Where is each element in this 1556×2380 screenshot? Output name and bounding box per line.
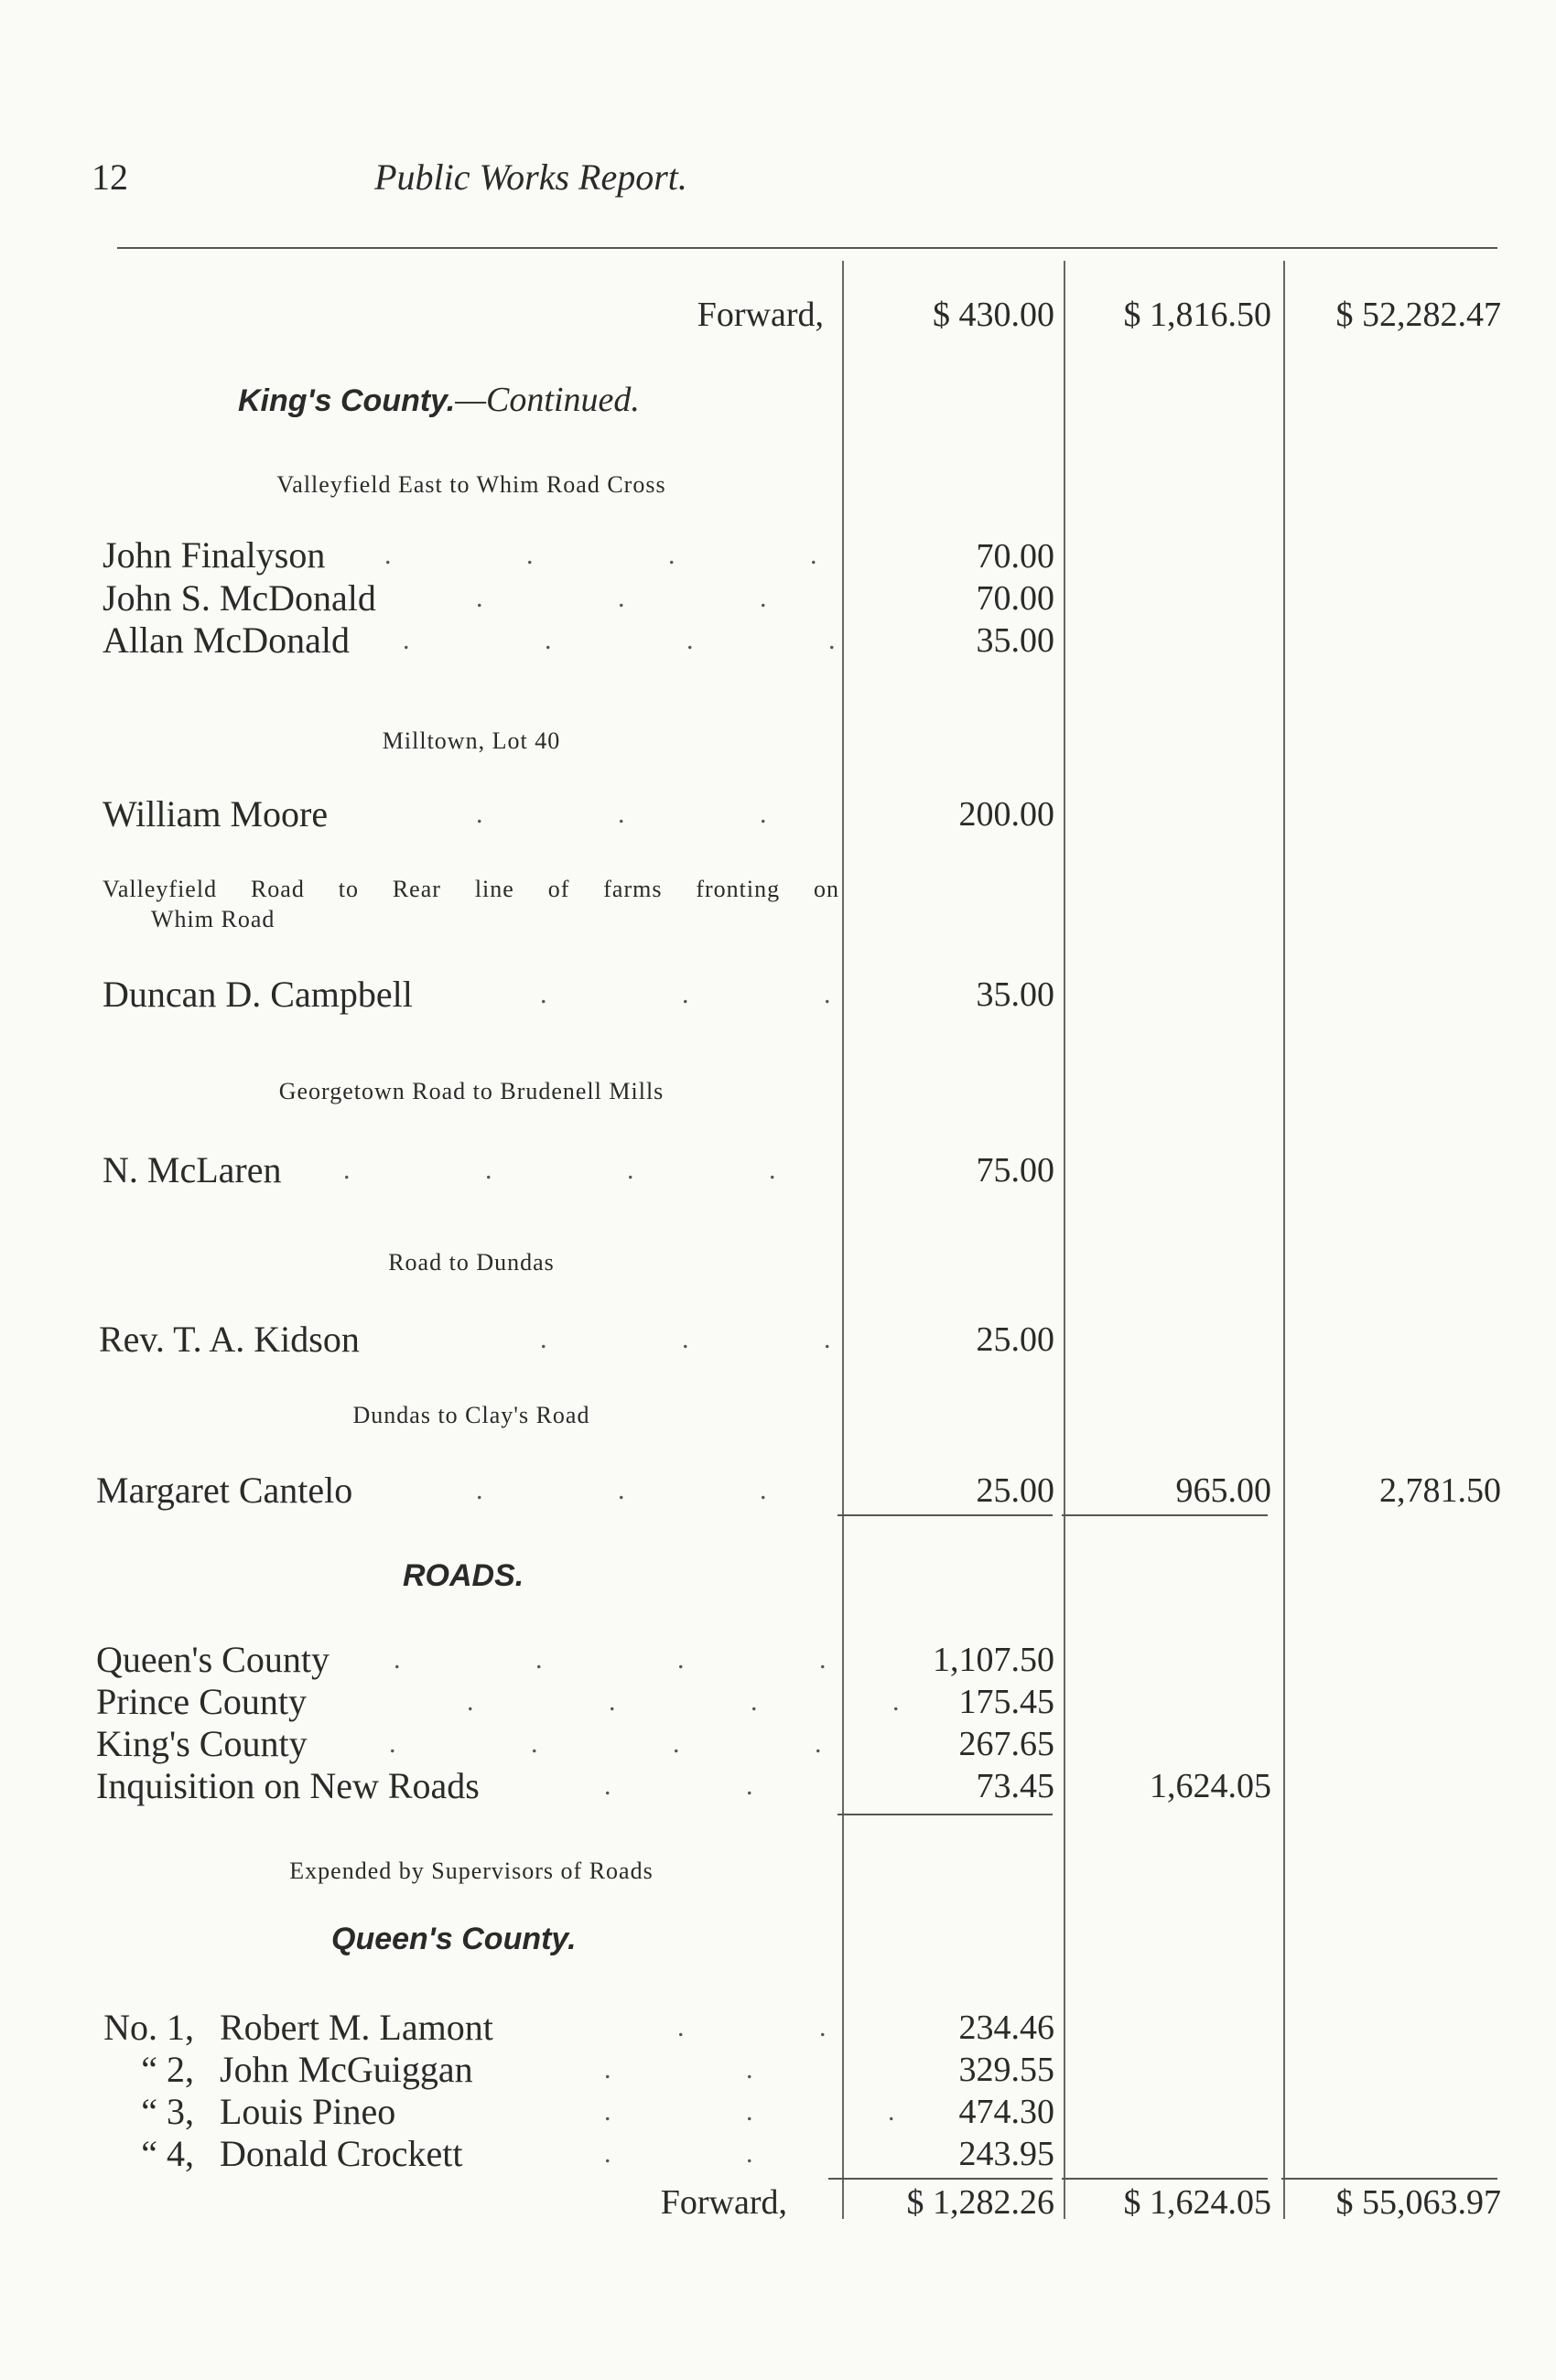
entry-amount: 35.00 — [976, 975, 1054, 1014]
entry-name: Queen's County — [96, 1639, 330, 1680]
entry-amount: 75.00 — [976, 1151, 1054, 1190]
leader-dots: . . . . — [467, 1686, 964, 1717]
entry-number: “ 2, — [141, 2049, 194, 2090]
entry-amount: 25.00 — [976, 1320, 1054, 1359]
column-rule-3 — [1283, 261, 1285, 2219]
entry-amount: 73.45 — [976, 1767, 1054, 1805]
kings-county-title: King's County. — [238, 383, 456, 418]
column-rule-2 — [1064, 261, 1065, 2219]
entry-amount: 474.30 — [958, 2093, 1054, 2131]
section-title: Georgetown Road to Brudenell Mills — [278, 1078, 665, 1104]
entry-number: No. 1, — [103, 2007, 194, 2048]
section-title: Expended by Supervisors of Roads — [289, 1858, 654, 1884]
leader-dots: . . . . — [394, 1644, 891, 1675]
forward-bottom-col2: $ 1,624.05 — [1123, 2183, 1271, 2222]
leader-dots: . . . — [540, 1324, 895, 1354]
entry-name: N. McLaren — [103, 1149, 282, 1190]
forward-bottom-col1: $ 1,282.26 — [906, 2183, 1054, 2222]
entry-number: “ 4, — [141, 2133, 194, 2174]
entry-name: Duncan D. Campbell — [103, 974, 413, 1015]
total-rule — [837, 1514, 1053, 1516]
entry-name: King's County — [96, 1723, 308, 1764]
total-rule — [828, 2178, 1053, 2180]
total-rule — [1062, 2178, 1268, 2180]
leader-dots: . . . . — [384, 540, 881, 570]
entry-amount: 234.46 — [958, 2008, 1054, 2047]
entry-number: “ 3, — [141, 2091, 194, 2132]
entry-amount: 1,107.50 — [933, 1641, 1054, 1679]
leader-dots: . . . — [604, 2096, 959, 2127]
queens-county-heading: Queen's County. — [331, 1922, 577, 1956]
entry-name: Louis Pineo — [220, 2091, 396, 2132]
section-title: Dundas to Clay's Road — [352, 1402, 590, 1428]
section-title: Road to Dundas — [388, 1249, 555, 1276]
section-title: Valleyfield Road to Rear line of farms fronting on — [103, 876, 839, 902]
section-title-continued: Whim Road — [151, 906, 276, 932]
forward-label-bottom: Forward, — [660, 2183, 787, 2222]
forward-top-col1: $ 430.00 — [933, 296, 1054, 334]
kings-county-heading — [238, 380, 640, 420]
forward-top-col3: $ 52,282.47 — [1335, 296, 1501, 334]
subtotal-col2: 1,624.05 — [1150, 1767, 1271, 1805]
section-title: Valleyfield East to Whim Road Cross — [276, 471, 666, 498]
continued-label: —Continued. — [455, 381, 640, 419]
entry-name: Inquisition on New Roads — [96, 1765, 480, 1806]
entry-name: Donald Crockett — [220, 2133, 463, 2174]
entry-name: Rev. T. A. Kidson — [99, 1319, 360, 1360]
entry-amount: 329.55 — [958, 2051, 1054, 2089]
forward-label-top: Forward, — [697, 296, 824, 334]
leader-dots: . . . — [476, 799, 831, 829]
header-rule — [117, 247, 1497, 249]
page-number: 12 — [92, 156, 128, 198]
leader-dots: . . . — [540, 979, 895, 1009]
leader-dots: . . — [604, 2054, 817, 2084]
section-title: Milltown, Lot 40 — [382, 727, 561, 754]
entry-name: William Moore — [103, 793, 329, 835]
entry-name: Allan McDonald — [103, 619, 350, 661]
leader-dots: . . — [604, 1771, 817, 1801]
leader-dots: . . — [604, 2138, 817, 2169]
roads-heading: ROADS. — [403, 1558, 524, 1593]
leader-dots: . . . . — [343, 1155, 840, 1185]
entry-amount: 70.00 — [976, 537, 1054, 576]
entry-amount: 70.00 — [976, 579, 1054, 618]
entry-name: Prince County — [96, 1681, 307, 1722]
entry-name: Robert M. Lamont — [220, 2007, 493, 2048]
total-rule — [837, 1814, 1053, 1815]
entry-amount: 243.95 — [958, 2135, 1054, 2173]
leader-dots: . . . — [476, 1475, 831, 1505]
entry-amount: 25.00 — [976, 1471, 1054, 1510]
subtotal-col2: 965.00 — [1175, 1471, 1271, 1510]
leader-dots: . . . . — [389, 1728, 886, 1759]
leader-dots: . . . . — [403, 625, 900, 655]
entry-name: John Finalyson — [103, 534, 326, 576]
running-title: Public Works Report. — [374, 156, 687, 198]
forward-bottom-col3: $ 55,063.97 — [1335, 2183, 1501, 2222]
leader-dots: . . — [677, 2012, 891, 2042]
entry-name: John S. McDonald — [103, 577, 376, 619]
entry-amount: 267.65 — [958, 1725, 1054, 1763]
leader-dots: . . . — [476, 583, 831, 613]
forward-top-col2: $ 1,816.50 — [1123, 296, 1271, 334]
entry-name: Margaret Cantelo — [96, 1470, 353, 1511]
entry-amount: 35.00 — [976, 621, 1054, 660]
total-rule — [1281, 2178, 1497, 2180]
entry-name: John McGuiggan — [220, 2049, 473, 2090]
entry-amount: 175.45 — [958, 1683, 1054, 1721]
total-rule — [1062, 1514, 1268, 1516]
entry-amount: 200.00 — [958, 795, 1054, 834]
subtotal-col3: 2,781.50 — [1379, 1471, 1501, 1510]
